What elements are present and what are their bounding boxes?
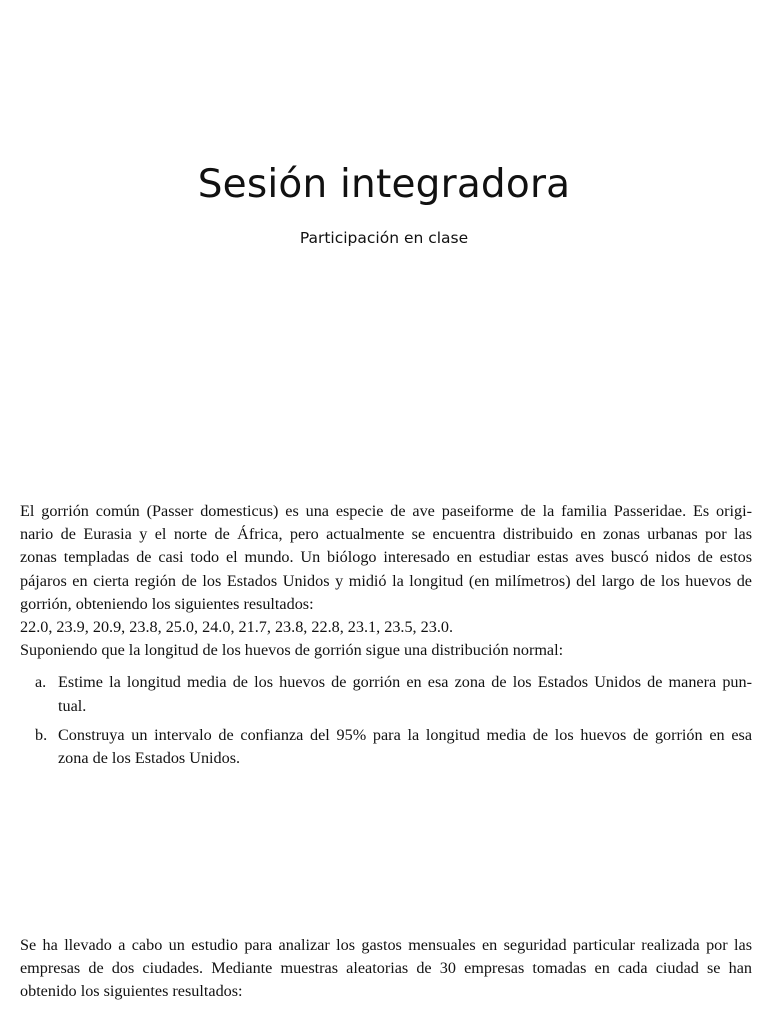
page-title: Sesión integradora [197, 162, 571, 207]
problem-1-line: nario de Eurasia y el norte de África, pero actualmente se encuentra distribuido en zonas urbanas por las [20, 525, 752, 544]
egg-length-data: 22.0, 23.9, 20.9, 23.8, 25.0, 24.0, 21.7, 23.8, 22.8, 23.1, 23.5, 23.0. [20, 618, 454, 637]
question-marker: a. [35, 673, 47, 692]
question-line: Construya un intervalo de confianza del 95% para la longitud media de los huevos de gorrión en esa [58, 725, 752, 744]
problem-2-line: obtenido los siguientes resultados: [20, 982, 243, 1001]
problem-1-line: El gorrión común (Passer domesticus) es una especie de ave paseiforme de la familia Passeridae. Es origi- [20, 502, 752, 520]
question-line: Estime la longitud media de los huevos de gorrión en esa zona de los Estados Unidos de manera pun- [58, 673, 752, 692]
question-b [20, 724, 752, 770]
problem-2-line: empresas de dos ciudades. Mediante muestras aleatorias de 30 empresas tomadas en cada ciudad se han [20, 959, 752, 978]
problem-1-line: zonas templadas de casi todo el mundo. Un biólogo interesado en estudiar estas aves buscó nidos de estos [20, 548, 752, 567]
problem-1 [20, 500, 752, 776]
problem-1-line: gorrión, obteniendo los siguientes resultados: [20, 594, 314, 613]
question-line: zona de los Estados Unidos. [58, 749, 241, 768]
problem-1-line: pájaros en cierta región de los Estados Unidos y midió la longitud (en milímetros) del largo de los huevos de [20, 571, 752, 590]
problem-2 [20, 934, 752, 1004]
problem-2-line: Se ha llevado a cabo un estudio para analizar los gastos mensuales en seguridad particular realizada por las [20, 936, 752, 954]
problem-1-assumption: Suponiendo que la longitud de los huevos de gorrión sigue una distribución normal: [20, 641, 564, 660]
problem-1-questions [20, 671, 752, 770]
page-subtitle: Participación en clase [299, 229, 469, 247]
question-marker: b. [35, 725, 48, 744]
question-a [20, 671, 752, 717]
question-line: tual. [58, 696, 87, 715]
